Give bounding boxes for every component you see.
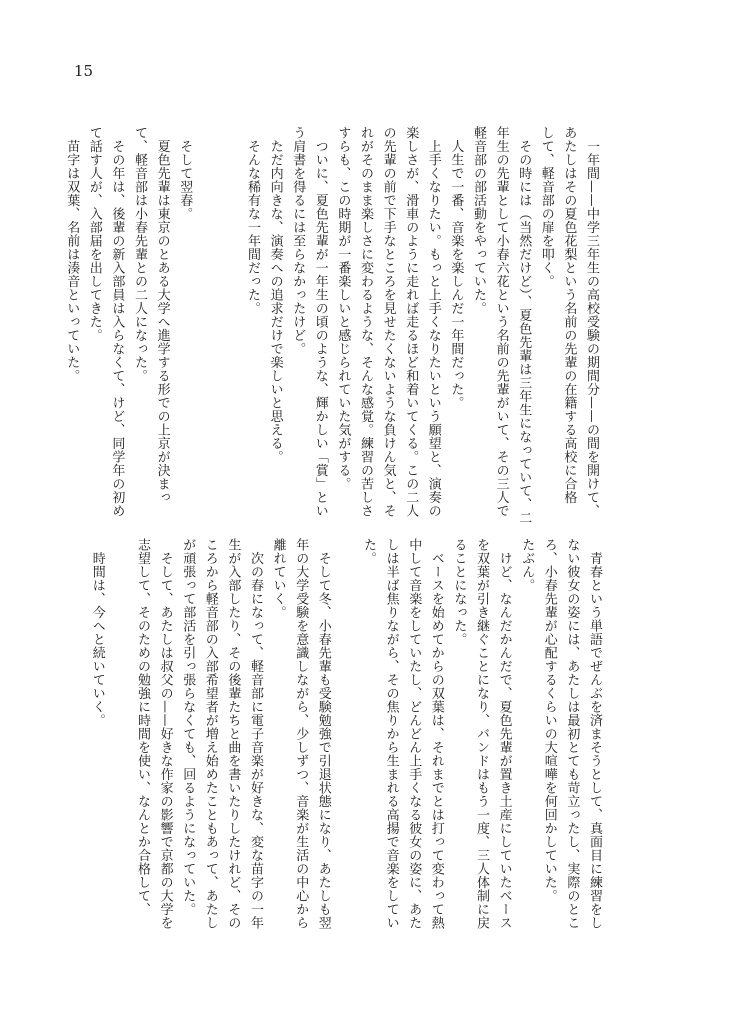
text-column: ろ、小春先輩が心配するくらいの大喧嘩を何回かしていた。 (541, 538, 557, 903)
text-column: れがそのまま楽しさに変わるような、そんな感覚。練習の苦しさ (358, 126, 373, 518)
text-column: ない彼女の姿には、あたしは最初とても苛立ったし、実際のとこ (564, 538, 580, 930)
text-column: して、軽音部の扉を叩く。 (538, 126, 554, 288)
text-column: 中して音楽をしていたし、どんどん上手くなる彼女の姿に、あた (406, 538, 422, 930)
text-column: 一年間——中学三年生の高校受験の期間分——の間を開けて、 (584, 126, 599, 518)
page-number: 15 (74, 62, 94, 80)
text-column: 年の大学受験を意識しながら、少しずつ、音楽が生活の中心から (293, 538, 309, 930)
text-column: う肩書を得るには至らなかったけど。 (290, 126, 306, 356)
text-column: けど、なんだかんだで、夏色先輩が置き土産にしていたベース (496, 538, 512, 930)
text-column: て、軽音部は小春先輩との二人になった。 (132, 126, 147, 383)
text-column: ころから軽音部の入部希望者が増え始めたこともあって、あたし (202, 538, 218, 930)
text-column: たぶん。 (519, 538, 535, 592)
text-column: 年生の先輩として小春六花という名前の先輩がいて、その三人で (493, 126, 509, 518)
text-column: ついに、夏色先輩が一年生の頃のような、輝かしい「賞」とい (312, 126, 328, 518)
text-column: しは半ば焦りながら、その焦りから生まれる高揚で音楽をしてい (383, 538, 399, 930)
text-column: その時には（当然だけど）、夏色先輩は三年生になっていて、二 (516, 126, 532, 525)
text-column: 軽音部の部活動をやっていた。 (471, 126, 486, 315)
text-column: 離れていく。 (270, 538, 286, 619)
text-column: が頑張って部活を引っ張らなくても、回るようになっていた。 (180, 538, 196, 916)
text-column: 次の春になって、軽音部に電子音楽が好きな、変な苗字の一年 (248, 538, 263, 930)
text-column: そして、あたしは叔父の——好きな作家の影響で京都の大学を (157, 538, 173, 930)
text-column: そして翌春。 (177, 126, 193, 221)
text-column: 苗字は双葉、名前は湊音といっていた。 (64, 126, 80, 383)
text-column: ることになった。 (451, 538, 467, 646)
text-column: て話す人が、入部届を出してきた。 (86, 126, 102, 342)
text-column: ただ内向きな、演奏への追求だけで楽しいと思える。 (267, 126, 283, 464)
text-column: 楽しさが、滑車のように走れば走るほど和着いてくる。この二人 (403, 126, 419, 518)
text-column: を双葉が引き継ぐことになり、バンドはもう一度、三人体制に戻 (474, 538, 489, 930)
text-column: 上手くなりたい。もっと上手くなりたいという願望と、演奏の (425, 126, 441, 518)
text-column: そして冬、小春先輩も受験勉強で引退状態になり、あたしも翌 (315, 538, 331, 930)
text-column: 時間は、今へと続いていく。 (89, 538, 105, 727)
text-column: 人生で一番、音楽を楽しんだ一年間だった。 (448, 126, 464, 410)
text-column: ベースを始めてからの双葉は、それまでとは打って変わって熱 (428, 538, 444, 930)
text-column: すらも、この時期が一番楽しいと感じられていた気がする。 (335, 126, 351, 491)
text-column: 志望して、そのための勉強に時間を使い、なんとか合格して、 (135, 538, 150, 916)
text-column: た。 (361, 538, 376, 565)
text-column: の先輩の前で下手なところを見せたくないような負けん気と、そ (380, 126, 396, 518)
text-column: あたしはその夏色花梨という名前の先輩の在籍する高校に合格 (561, 126, 577, 504)
text-column: その年は、後輩の新入部員は入らなくて、けど、同学年の初め (109, 126, 125, 518)
text-column: そんな稀有な一年間だった。 (245, 126, 260, 315)
text-column: 夏色先輩は東京のとある大学へ進学する形での上京が決まっ (154, 126, 170, 504)
text-column: 生が入部したり、その後輩たちと曲を書いたりしたけれど、その (225, 538, 241, 930)
text-column: 青春という単語でぜんぶを済まそうとして、真面目に練習をし (587, 538, 602, 930)
